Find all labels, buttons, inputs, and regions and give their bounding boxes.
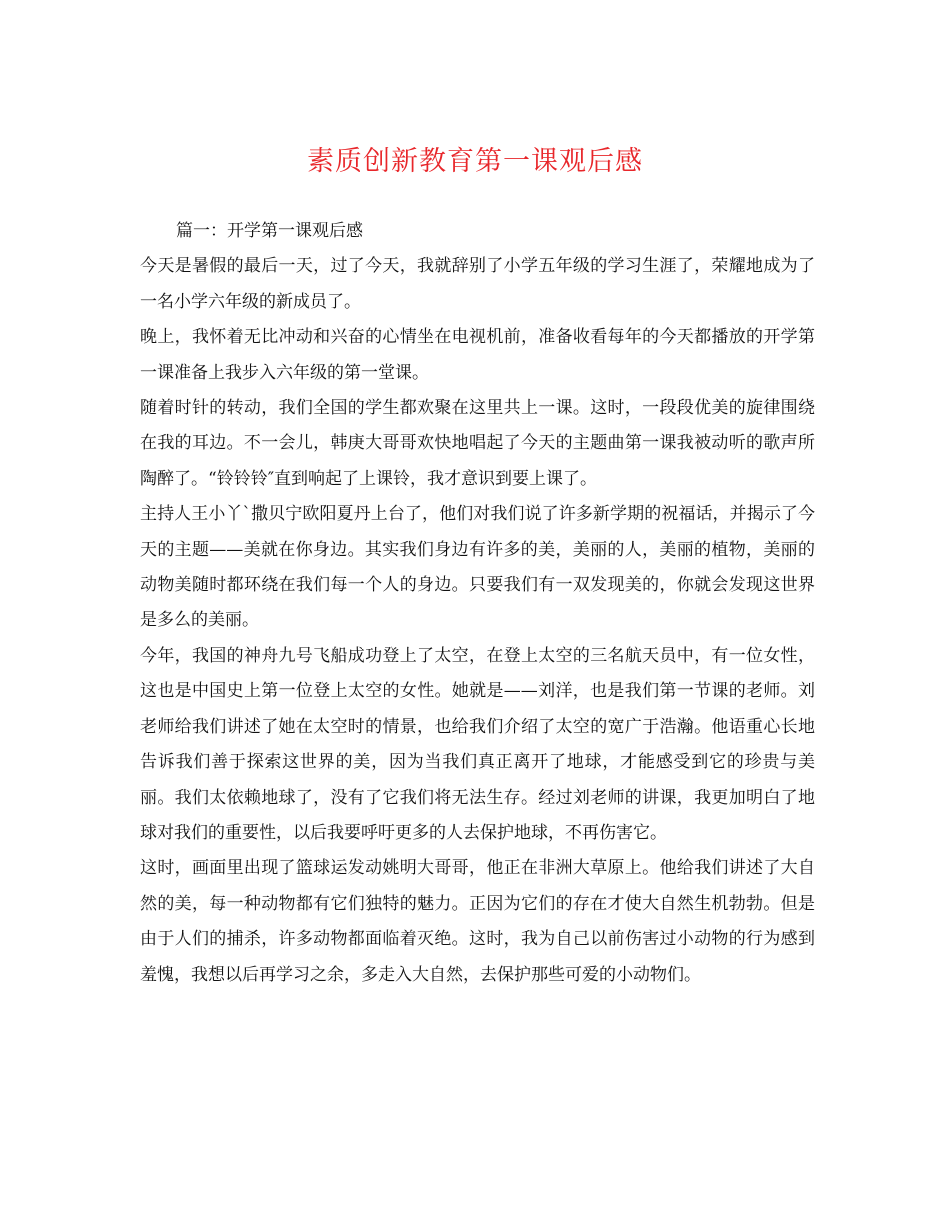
paragraph-3: 随着时针的转动，我们全国的学生都欢聚在这里共上一课。这时，一段段优美的旋律围绕在我的耳边。不一会儿，韩庚大哥哥欢快地唱起了今天的主题曲第一课我被动听的歌声所陶醉了。“铃铃铃″直到响起了上课铃，我才意识到要上课了。 xyxy=(140,398,815,489)
document-body xyxy=(140,214,815,993)
paragraph-2: 晚上，我怀着无比冲动和兴奋的心情坐在电视机前，准备收看每年的今天都播放的开学第一课准备上我步入六年级的第一堂课。 xyxy=(140,327,815,383)
paragraph-6: 这时，画面里出现了篮球运发动姚明大哥哥，他正在非洲大草原上。他给我们讲述了大自然的美，每一种动物都有它们独特的魅力。正因为它们的存在才使大自然生机勃勃。但是由于人们的捕杀，许多动物都面临着灭绝。这时，我为自己以前伤害过小动物的行为感到羞愧，我想以后再学习之余，多走入大自然，去保护那些可爱的小动物们。 xyxy=(140,858,815,985)
paragraph-5: 今年，我国的神舟九号飞船成功登上了太空，在登上太空的三名航天员中，有一位女性，这也是中国史上第一位登上太空的女性。她就是——刘洋，也是我们第一节课的老师。刘老师给我们讲述了她在太空时的情景，也给我们介绍了太空的宽广于浩瀚。他语重心长地告诉我们善于探索这世界的美，因为当我们真正离开了地球，才能感受到它的珍贵与美丽。我们太依赖地球了，没有了它我们将无法生存。经过刘老师的讲课，我更加明白了地球对我们的重要性，以后我要呼吁更多的人去保护地球，不再伤害它。 xyxy=(140,645,815,843)
document-title: 素质创新教育第一课观后感 xyxy=(307,146,643,177)
paragraph-4: 主持人王小丫`撒贝宁欧阳夏丹上台了，他们对我们说了许多新学期的祝福话，并揭示了今天的主题——美就在你身边。其实我们身边有许多的美，美丽的人，美丽的植物，美丽的动物美随时都环绕在我们每一个人的身边。只要我们有一双发现美的，你就会发现这世界是多么的美丽。 xyxy=(140,504,815,631)
section-heading: 篇一：开学第一课观后感 xyxy=(176,221,363,241)
paragraph-1: 今天是暑假的最后一天，过了今天，我就辞别了小学五年级的学习生涯了，荣耀地成为了一名小学六年级的新成员了。 xyxy=(140,256,815,312)
